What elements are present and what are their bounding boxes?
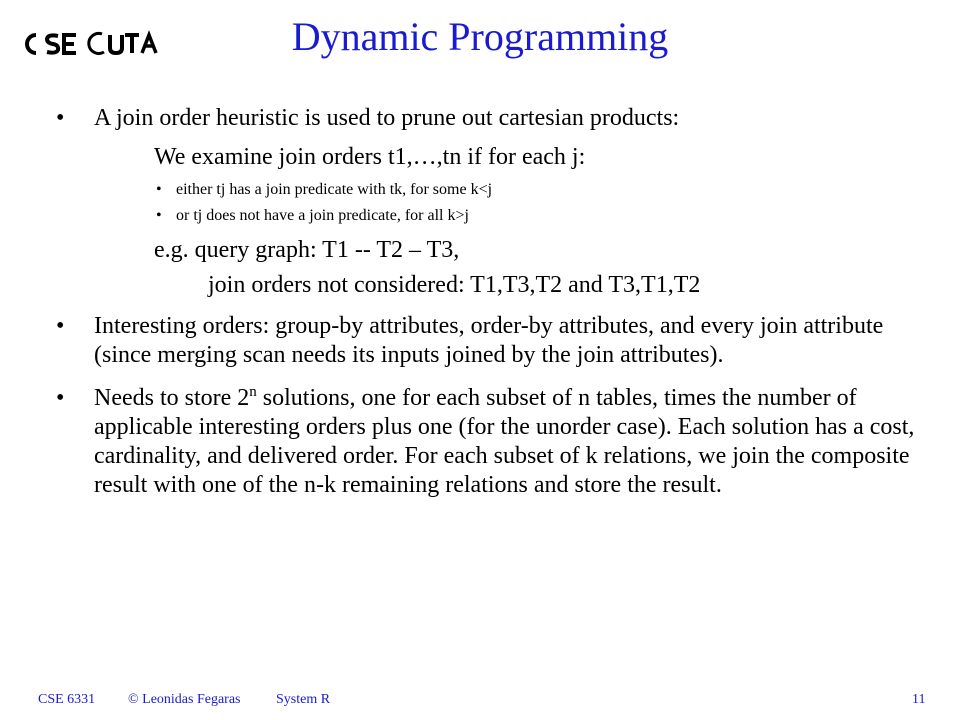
footer-author: © Leonidas Fegaras <box>128 692 241 707</box>
bullet-join-heuristic <box>56 104 936 133</box>
join-orders-condition: We examine join orders t1,…,tn if for each j: <box>154 144 586 170</box>
exponent-n: n <box>249 384 257 400</box>
page-title: Dynamic Programming <box>291 14 669 59</box>
bullet-dot: • <box>56 385 65 411</box>
sub-bullet <box>156 180 936 200</box>
bullet-text-rest: solutions, one for each subset of n tables, times the number of applicable interesting orders plus one (for the unorder case). Each solution has a cost, cardinality, and delivered order. For each subset of k relations, we join the composite result with one of the n-k remaining relations and store the result. <box>94 385 915 498</box>
bullet-interesting-orders <box>56 312 936 370</box>
sub-bullet-text: or tj does not have a join predicate, for all k>j <box>176 207 469 224</box>
example-join-orders: join orders not considered: T1,T3,T2 and T3,T1,T2 <box>208 272 701 298</box>
bullet-dot: • <box>56 313 65 339</box>
footer-topic: System R <box>276 692 331 707</box>
bullet-text: Interesting orders: group-by attributes, order-by attributes, and every join attribute (since merging scan needs its inputs joined by the join attributes). <box>94 313 884 368</box>
bullet-text-start: Needs to store 2 <box>94 385 250 411</box>
footer-course: CSE 6331 <box>38 692 96 707</box>
bullet-storage-needs <box>56 384 936 500</box>
sub-bullet <box>156 206 936 226</box>
bullet-text: A join order heuristic is used to prune out cartesian products: <box>94 105 680 131</box>
sub-bullet-text: either tj has a join predicate with tk, for some k<j <box>176 181 493 198</box>
sub-bullet-dot: • <box>156 207 162 224</box>
sub-bullet-dot: • <box>156 181 162 198</box>
bullet-dot: • <box>56 105 65 131</box>
page-number: 11 <box>912 692 926 707</box>
slide-body <box>56 104 936 500</box>
example-query-graph: e.g. query graph: T1 -- T2 – T3, <box>154 237 460 263</box>
